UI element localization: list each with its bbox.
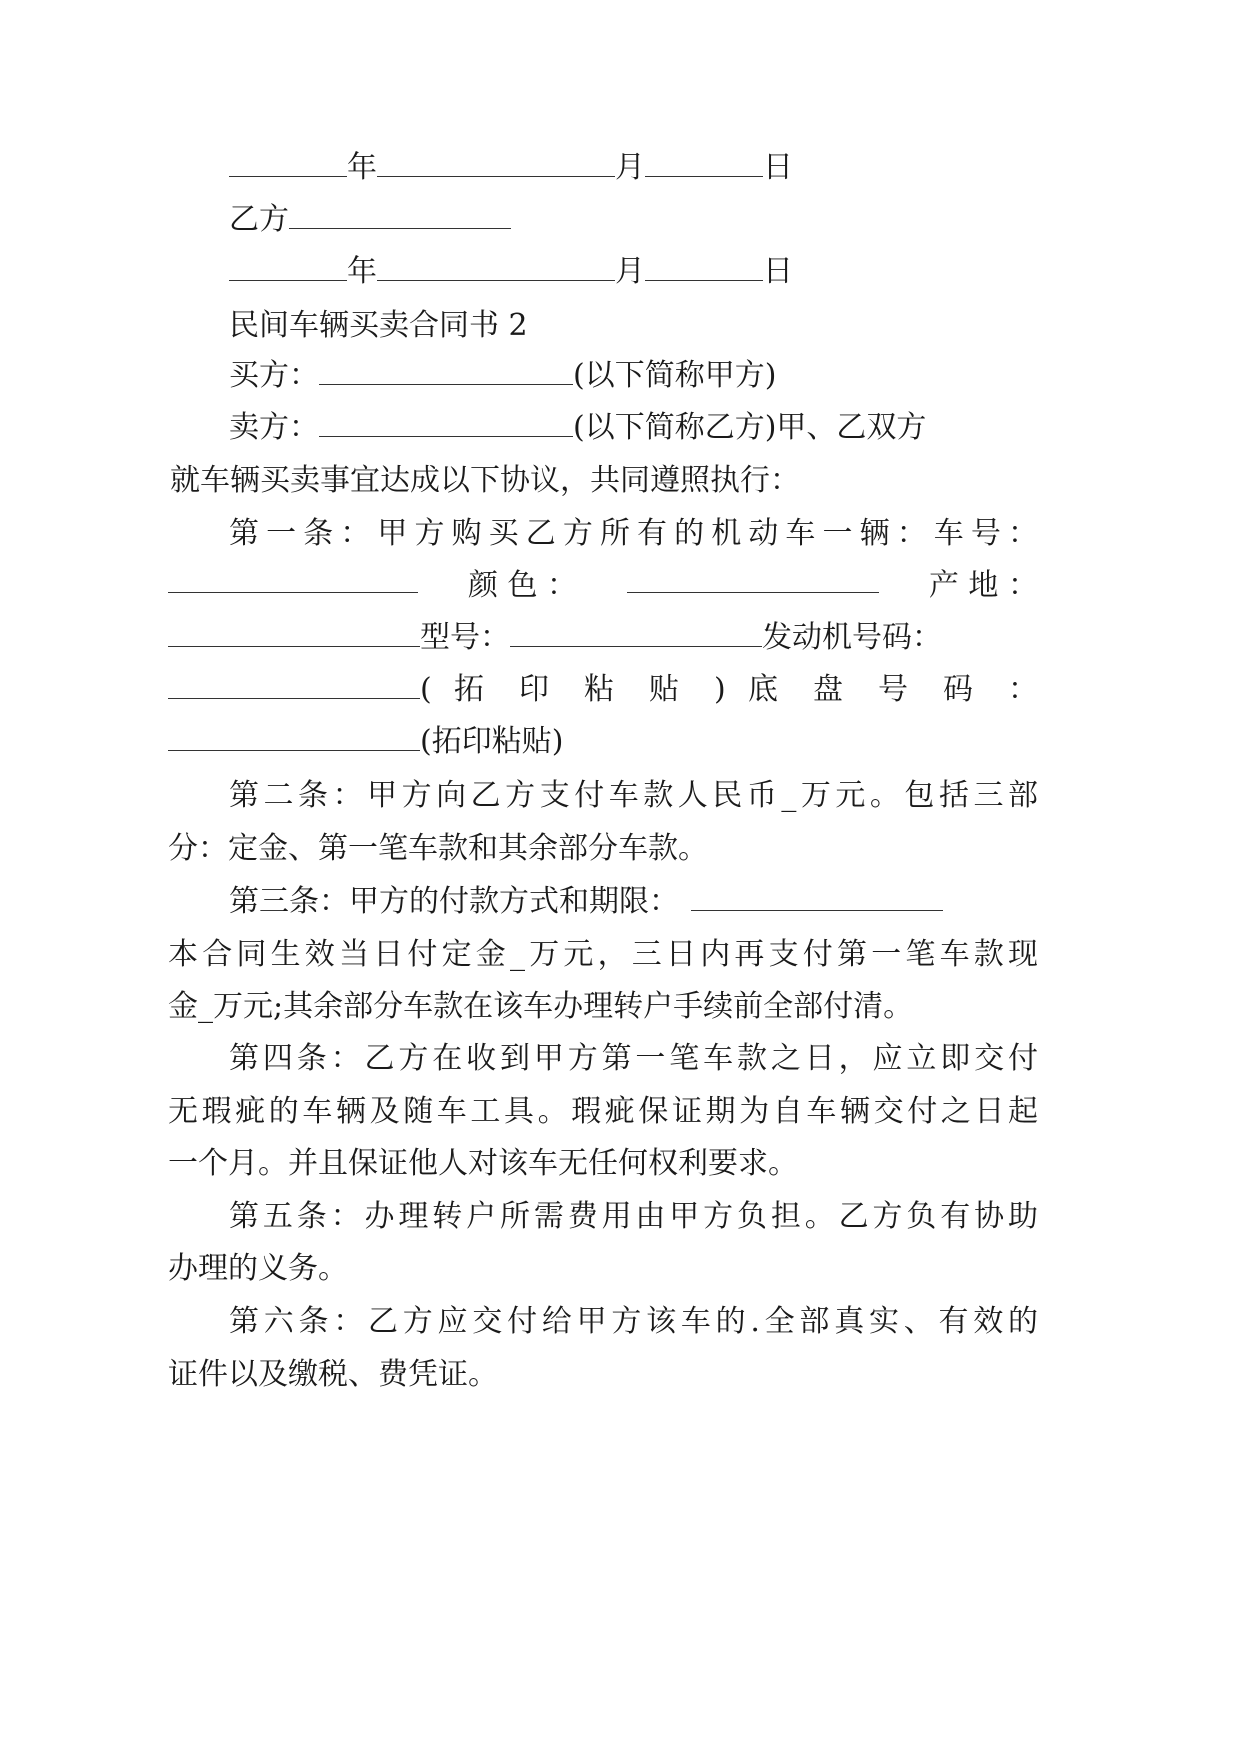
article-6-line-2: 证件以及缴税、费凭证。 [168,1357,498,1392]
blank [377,254,615,281]
engine-label: 发动机号码： [762,620,942,655]
month-label: 月 [615,254,645,289]
seller-line [229,408,926,448]
blank [289,202,511,229]
party-b-sign-line [229,200,511,240]
blank [645,150,763,177]
article-4-line-3: 一个月。并且保证他人对该车无任何权利要求。 [168,1146,798,1181]
plate-blank [168,566,418,593]
article-2-line-1: 第二条：甲方向乙方支付车款人民币_万元。包括三部 [229,778,1038,813]
color-label: 颜 色 ： [467,568,578,603]
article-3-line-1 [229,882,943,922]
seller-label: 卖方： [229,410,319,445]
month-label: 月 [615,150,645,185]
year-label: 年 [347,150,377,185]
blank [319,410,573,437]
article-3-line-3: 金_万元;其余部分车款在该车办理转户手续前全部付清。 [168,989,914,1024]
document-title: 民间车辆买卖合同书 2 [229,308,528,343]
model-label: 型号： [420,620,510,655]
sign-date-line-b [229,252,793,292]
chassis-blank [168,724,420,751]
article-2-line-2: 分：定金、第一笔车款和其余部分车款。 [168,831,708,866]
blank [319,358,573,385]
buyer-note: (以下简称甲方) [573,358,777,393]
article-1-line-4 [168,670,1038,710]
article-4-line-2: 无瑕疵的车辆及随车工具。瑕疵保证期为自车辆交付之日起 [168,1094,1038,1129]
blank [377,150,615,177]
blank [229,150,347,177]
article-6-line-1: 第六条：乙方应交付给甲方该车的.全部真实、有效的 [229,1304,1038,1339]
article-3-head: 第三条：甲方的付款方式和期限： [229,884,679,919]
sign-date-line-a [229,148,793,188]
rubbing-chassis-label: ( 拓 印 粘 贴 ) 底 盘 号 码 ： [420,672,1038,707]
rubbing-end: (拓印粘贴) [420,724,564,759]
article-5-line-1: 第五条：办理转户所需费用由甲方负担。乙方负有协助 [229,1199,1038,1234]
color-blank [627,566,879,593]
buyer-label: 买方： [229,358,319,393]
origin-label: 产 地 ： [928,568,1038,603]
year-label: 年 [347,254,377,289]
model-blank [510,620,762,647]
day-label: 日 [763,254,793,289]
party-b-label: 乙方 [229,202,289,237]
article-3-line-2: 本合同生效当日付定金_万元，三日内再支付第一笔车款现 [168,937,1038,972]
origin-blank [168,620,420,647]
article-1-line-1: 第一条：甲方购买乙方所有的机动车一辆：车号： [229,516,1038,551]
payment-terms-blank [691,884,943,911]
engine-blank [168,672,420,699]
blank [645,254,763,281]
article-1-line-5 [168,722,563,762]
article-1-line-2 [168,566,1038,606]
seller-note: (以下简称乙方)甲、乙双方 [573,410,927,445]
article-5-line-2: 办理的义务。 [168,1251,348,1286]
article-4-line-1: 第四条：乙方在收到甲方第一笔车款之日，应立即交付 [229,1041,1038,1076]
day-label: 日 [763,150,793,185]
article-1-line-3 [168,618,942,658]
intro-continuation: 就车辆买卖事宜达成以下协议，共同遵照执行： [170,463,800,498]
blank [229,254,347,281]
buyer-line [229,356,776,396]
